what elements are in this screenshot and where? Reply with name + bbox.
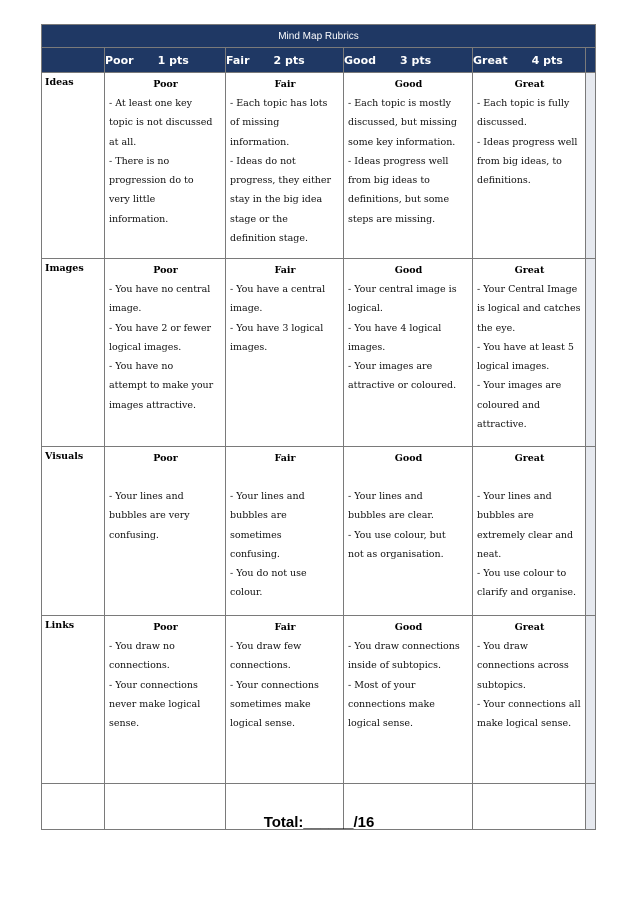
cell-level-label: Poor xyxy=(153,622,178,633)
cell-text-line: definitions, but some xyxy=(348,194,450,206)
rubric-cell xyxy=(344,73,473,259)
cell-text-line: - You use colour to xyxy=(477,568,567,580)
cell-text-line: - There is no xyxy=(109,155,170,167)
cell-text-line: images. xyxy=(230,341,268,353)
criterion-row xyxy=(42,447,596,616)
cell-text-line: discussed, but missing xyxy=(348,117,457,129)
side-margin-cell xyxy=(586,616,596,784)
cell-text-line: definition stage. xyxy=(230,233,308,245)
cell-text-line: - Your lines and xyxy=(230,491,305,502)
cell-text-line: image. xyxy=(109,303,142,315)
criterion-name: Visuals xyxy=(42,447,105,616)
rubric-cell xyxy=(344,259,473,447)
criterion-row xyxy=(42,73,596,259)
cell-text-line: - You draw no xyxy=(109,641,175,652)
cell-level-label: Great xyxy=(514,79,545,90)
cell-text-line: neat. xyxy=(477,548,502,560)
cell-text-line: connections. xyxy=(109,660,170,672)
cell-level-label: Fair xyxy=(274,453,296,464)
header-great xyxy=(473,48,586,73)
side-margin-cell xyxy=(586,73,596,259)
cell-text-line: - Your connections xyxy=(230,679,319,691)
cell-text-line: bubbles are clear. xyxy=(348,510,434,522)
cell-text-line: discussed. xyxy=(477,117,527,129)
header-row xyxy=(42,48,596,73)
rubric-cell xyxy=(473,259,586,447)
header-pts: 2 pts xyxy=(273,53,305,67)
cell-level-label: Poor xyxy=(153,453,178,464)
cell-text-line: topic is not discussed xyxy=(109,117,213,129)
cell-text-line: - Your images are xyxy=(477,380,562,392)
cell-text-line: sometimes xyxy=(230,529,282,541)
header-poor xyxy=(105,48,226,73)
rubric-cell xyxy=(105,447,226,616)
cell-text-line: - You have a central xyxy=(230,284,326,295)
cell-spacer xyxy=(477,468,582,487)
cell-text-line: stage or the xyxy=(230,213,288,225)
header-level-label: Poor xyxy=(105,53,134,67)
cell-text-line: attractive. xyxy=(477,419,527,431)
header-side-cell xyxy=(586,48,596,73)
cell-spacer xyxy=(230,468,340,487)
cell-text-line: attempt to make your xyxy=(109,380,214,392)
title-row xyxy=(42,25,596,48)
cell-text-line: bubbles are xyxy=(230,510,287,522)
criterion-row xyxy=(42,616,596,784)
cell-text-line: logical sense. xyxy=(230,718,296,730)
cell-text-line: - You draw connections xyxy=(348,641,460,652)
cell-text-line: connections. xyxy=(230,660,291,672)
cell-spacer xyxy=(109,468,222,487)
cell-text-line: from big ideas, to xyxy=(477,155,562,167)
cell-text-line: - Each topic is mostly xyxy=(348,98,452,109)
rubric-cell xyxy=(105,616,226,784)
cell-text-line: definitions. xyxy=(477,175,531,187)
rubric-table xyxy=(41,24,596,830)
cell-text-line: - You do not use xyxy=(230,568,307,580)
cell-text-line: - Your lines and xyxy=(348,491,423,502)
cell-level-label: Poor xyxy=(153,79,178,90)
cell-text-line: confusing. xyxy=(109,529,159,541)
header-pts: 1 pts xyxy=(157,53,189,67)
cell-text-line: colour. xyxy=(230,587,263,599)
cell-text-line: connections across xyxy=(477,660,569,672)
cell-text-line: stay in the big idea xyxy=(230,194,323,206)
cell-text-line: - You draw few xyxy=(230,641,302,652)
cell-text-line: - At least one key xyxy=(109,98,193,109)
rubric-cell xyxy=(344,616,473,784)
header-level-label: Great xyxy=(473,53,508,67)
cell-text-line: inside of subtopics. xyxy=(348,660,441,672)
cell-text-line: progress, they either xyxy=(230,175,332,187)
cell-level-label: Good xyxy=(394,453,423,464)
cell-text-line: - Most of your xyxy=(348,679,416,691)
cell-text-line: some key information. xyxy=(348,136,456,148)
cell-text-line: image. xyxy=(230,303,263,315)
cell-text-line: - Ideas progress well xyxy=(477,136,578,148)
rubric-cell xyxy=(473,73,586,259)
header-blank-cell xyxy=(42,48,105,73)
cell-text-line: - Ideas do not xyxy=(230,155,296,167)
cell-text-line: - You use colour, but xyxy=(348,529,446,541)
cell-text-line: - You draw xyxy=(477,641,528,652)
cell-text-line: - Each topic has lots xyxy=(230,98,328,109)
cell-text-line: never make logical xyxy=(109,698,201,710)
cell-text-line: logical sense. xyxy=(348,718,414,730)
cell-text-line: steps are missing. xyxy=(348,213,436,225)
cell-level-label: Fair xyxy=(274,622,296,633)
header-level-label: Fair xyxy=(226,53,250,67)
cell-text-line: not as organisation. xyxy=(348,548,444,560)
side-margin-cell xyxy=(586,447,596,616)
rubric-title: Mind Map Rubrics xyxy=(42,25,596,48)
cell-text-line: from big ideas to xyxy=(348,175,430,187)
cell-text-line: make logical sense. xyxy=(477,718,572,730)
cell-text-line: the eye. xyxy=(477,322,516,334)
side-margin-cell xyxy=(586,259,596,447)
cell-text-line: connections make xyxy=(348,698,435,710)
cell-text-line: images. xyxy=(348,341,386,353)
cell-text-line: - Your lines and xyxy=(477,491,552,502)
cell-text-line: sense. xyxy=(109,718,140,730)
cell-text-line: - You have no xyxy=(109,361,174,373)
cell-text-line: logical images. xyxy=(109,341,182,353)
cell-text-line: is logical and catches xyxy=(477,303,581,315)
rubric-cell xyxy=(473,447,586,616)
header-fair xyxy=(226,48,344,73)
cell-level-label: Poor xyxy=(153,265,178,276)
cell-level-label: Fair xyxy=(274,79,296,90)
cell-text-line: of missing xyxy=(230,117,280,129)
cell-text-line: - You have at least 5 xyxy=(477,341,574,353)
cell-text-line: sometimes make xyxy=(230,698,311,710)
cell-text-line: information. xyxy=(230,136,290,148)
cell-text-line: - Each topic is fully xyxy=(477,98,570,109)
cell-text-line: - Your Central Image xyxy=(477,284,578,295)
cell-level-label: Good xyxy=(394,265,423,276)
cell-text-line: at all. xyxy=(109,136,137,148)
cell-text-line: bubbles are very xyxy=(109,510,190,522)
rubric-cell xyxy=(344,447,473,616)
rubric-cell xyxy=(473,616,586,784)
header-good xyxy=(344,48,473,73)
cell-text-line: - You have 2 or fewer xyxy=(109,322,212,334)
rubric-cell xyxy=(105,73,226,259)
rubric-cell xyxy=(226,447,344,616)
header-pts: 3 pts xyxy=(400,53,432,67)
cell-text-line: - Your connections xyxy=(109,679,198,691)
total-score-line: Total:______/16 xyxy=(263,814,375,831)
cell-text-line: very little xyxy=(109,194,156,206)
rubric-cell xyxy=(226,616,344,784)
cell-text-line: images attractive. xyxy=(109,399,196,411)
rubric-cell xyxy=(226,73,344,259)
cell-text-line: - Your connections all xyxy=(477,698,581,710)
header-level-label: Good xyxy=(344,53,377,67)
cell-text-line: - Your images are xyxy=(348,361,433,373)
cell-text-line: extremely clear and xyxy=(477,529,574,541)
cell-level-label: Fair xyxy=(274,265,296,276)
cell-text-line: - You have 4 logical xyxy=(348,322,442,334)
rubric-cell xyxy=(226,259,344,447)
cell-level-label: Good xyxy=(394,622,423,633)
cell-text-line: - Your central image is xyxy=(348,284,457,295)
criterion-row xyxy=(42,259,596,447)
cell-text-line: - Ideas progress well xyxy=(348,155,449,167)
rubric-body xyxy=(42,25,596,830)
cell-text-line: coloured and xyxy=(477,399,541,411)
cell-text-line: - You have 3 logical xyxy=(230,322,324,334)
cell-text-line: confusing. xyxy=(230,548,280,560)
cell-text-line: logical images. xyxy=(477,361,550,373)
cell-level-label: Great xyxy=(514,265,545,276)
cell-text-line: information. xyxy=(109,213,169,225)
cell-text-line: bubbles are xyxy=(477,510,534,522)
cell-text-line: logical. xyxy=(348,303,383,315)
criterion-name: Images xyxy=(42,259,105,447)
criterion-name: Links xyxy=(42,616,105,784)
cell-text-line: progression do to xyxy=(109,175,194,187)
cell-text-line: - Your lines and xyxy=(109,491,184,502)
header-pts: 4 pts xyxy=(531,53,563,67)
cell-level-label: Great xyxy=(514,453,545,464)
rubric-cell xyxy=(105,259,226,447)
cell-level-label: Great xyxy=(514,622,545,633)
cell-text-line: clarify and organise. xyxy=(477,587,577,599)
cell-text-line: - You have no central xyxy=(109,284,211,295)
cell-text-line: attractive or coloured. xyxy=(348,380,457,392)
cell-spacer xyxy=(348,468,469,487)
cell-text-line: subtopics. xyxy=(477,679,526,691)
cell-level-label: Good xyxy=(394,79,423,90)
criterion-name: Ideas xyxy=(42,73,105,259)
